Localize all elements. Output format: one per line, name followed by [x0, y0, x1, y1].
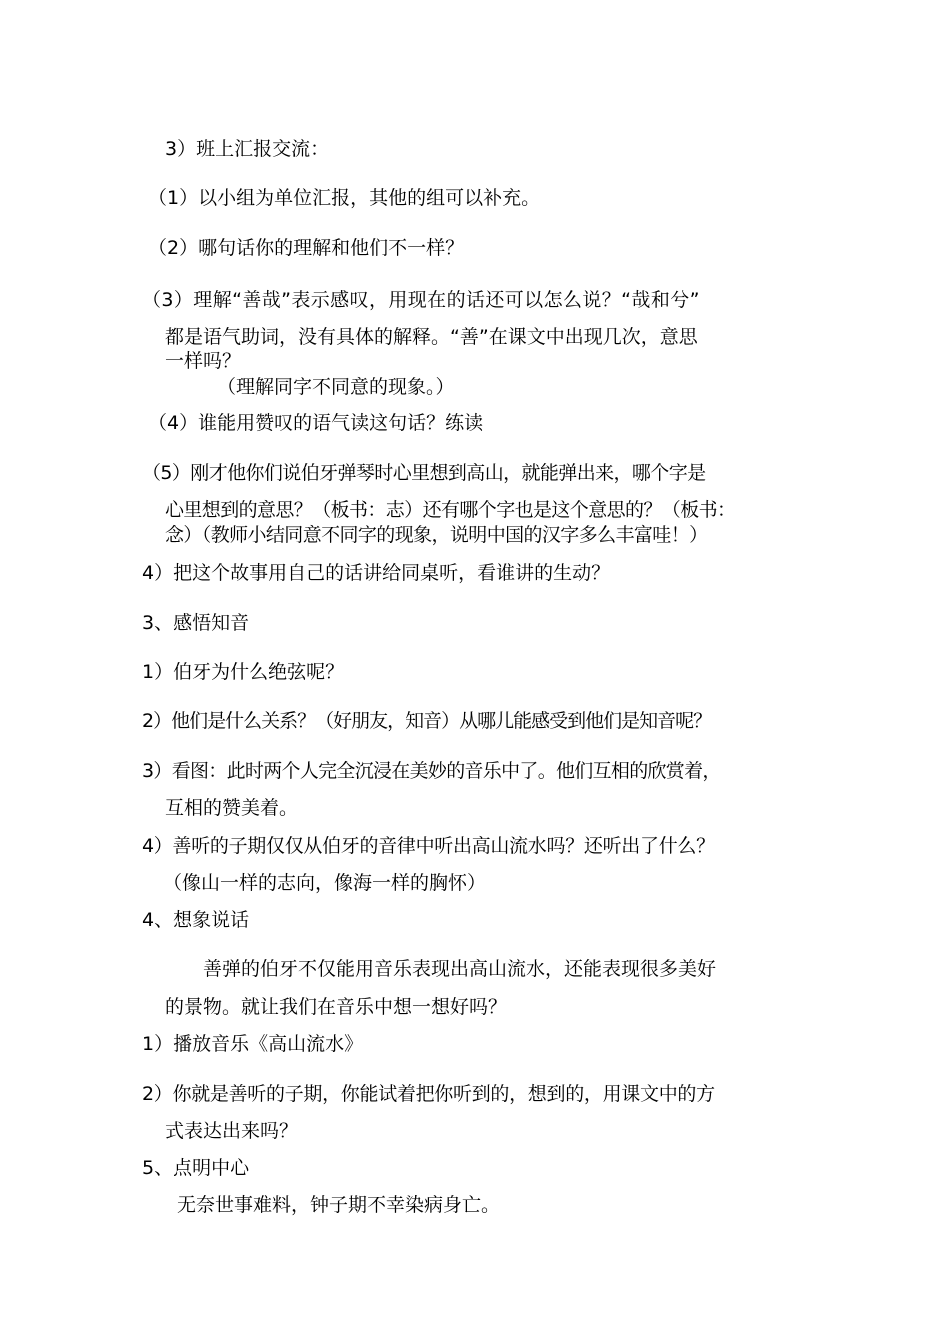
text-line-22: 的景物。就让我们在音乐中想一想好吗？ — [165, 996, 508, 1018]
text-line-23: 1）播放音乐《高山流水》 — [142, 1033, 364, 1055]
text-line-6: 一样吗？ — [165, 350, 242, 372]
text-line-15: 2）他们是什么关系？（好朋友，知音）从哪儿能感受到他们是知音呢？ — [142, 710, 712, 732]
text-line-11: 念）（教师小结同意不同字的现象，说明中国的汉字多么丰富哇！） — [165, 524, 708, 546]
text-line-12: 4）把这个故事用自己的话讲给同桌听，看谁讲的生动？ — [142, 562, 611, 584]
text-line-1: 3）班上汇报交流： — [165, 138, 330, 160]
text-line-8: （4）谁能用赞叹的语气读这句话？练读 — [148, 412, 484, 434]
text-line-16: 3）看图：此时两个人完全沉浸在美妙的音乐中了。他们互相的欣赏着， — [142, 760, 721, 782]
text-line-10: 心里想到的意思？（板书：志）还有哪个字也是这个意思的？（板书： — [165, 499, 736, 521]
text-line-5: 都是语气助词，没有具体的解释。“善”在课文中出现几次，意思 — [165, 326, 698, 348]
text-line-7: （理解同字不同意的现象。） — [217, 376, 455, 398]
text-line-13: 3、感悟知音 — [142, 612, 250, 634]
text-line-4: （3）理解“善哉”表示感叹，用现在的话还可以怎么说？“哉和兮” — [142, 289, 700, 311]
text-line-20: 4、想象说话 — [142, 909, 250, 931]
text-line-24: 2）你就是善听的子期，你能试着把你听到的，想到的，用课文中的方 — [142, 1083, 715, 1105]
text-line-26: 5、点明中心 — [142, 1157, 250, 1179]
text-line-25: 式表达出来吗？ — [165, 1120, 299, 1142]
text-line-27: 无奈世事难料，钟子期不幸染病身亡。 — [177, 1194, 501, 1216]
text-line-2: （1）以小组为单位汇报，其他的组可以补充。 — [148, 187, 541, 209]
text-line-17: 互相的赞美着。 — [165, 797, 299, 819]
text-line-9: （5）刚才他你们说伯牙弹琴时心里想到高山，就能弹出来，哪个字是 — [142, 462, 706, 484]
text-line-3: （2）哪句话你的理解和他们不一样？ — [148, 237, 465, 259]
text-line-21: 善弹的伯牙不仅能用音乐表现出高山流水，还能表现很多美好 — [203, 958, 717, 980]
text-line-14: 1）伯牙为什么绝弦呢？ — [142, 661, 345, 683]
text-line-19: （像山一样的志向，像海一样的胸怀） — [163, 872, 487, 894]
text-line-18: 4）善听的子期仅仅从伯牙的音律中听出高山流水吗？还听出了什么？ — [142, 835, 715, 857]
